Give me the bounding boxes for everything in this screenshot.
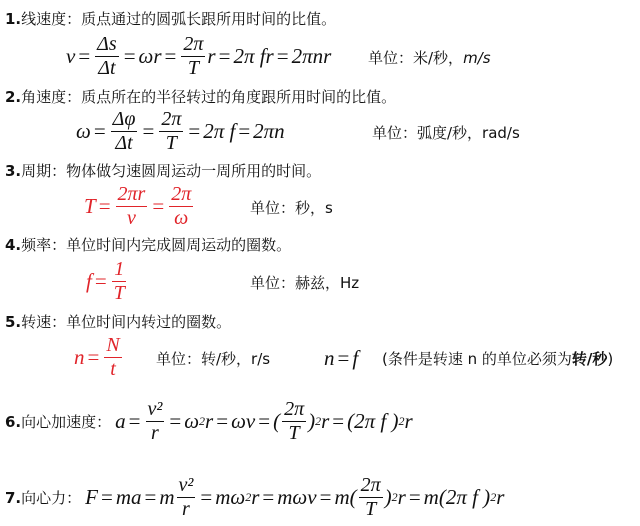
- unit-1: [368, 47, 491, 68]
- denominator: r: [151, 422, 159, 444]
- numerator: 1: [114, 258, 125, 280]
- heading-text: 频率：单位时间内完成圆周运动的圈数。: [21, 236, 292, 254]
- exponent: 2: [315, 414, 322, 428]
- operator: =: [258, 409, 271, 433]
- term: m: [159, 485, 175, 509]
- term: ωv: [231, 409, 256, 433]
- denominator: ω: [174, 207, 189, 229]
- heading-4: [5, 234, 291, 255]
- numerator: v²: [178, 474, 194, 496]
- formula-2: [76, 109, 285, 154]
- formula-1: [66, 34, 331, 79]
- operator: =: [100, 485, 113, 509]
- operator: =: [188, 119, 201, 143]
- fraction: [169, 184, 193, 229]
- fraction: [159, 109, 183, 154]
- exponent: 2: [199, 414, 206, 428]
- operator: =: [238, 119, 251, 143]
- formula-expression: [86, 259, 129, 304]
- item-number: 5.: [5, 312, 22, 331]
- formula-5-relation: [324, 346, 358, 371]
- numerator: 2πr: [117, 183, 146, 205]
- line-7: [5, 475, 504, 520]
- term: 2π f: [203, 119, 236, 143]
- denominator: T: [187, 57, 199, 79]
- formula-expression: [66, 34, 331, 79]
- formula-4: [86, 259, 129, 304]
- unit-2: 单位：弧度/秒，rad/s: [372, 124, 520, 142]
- term: f: [352, 346, 359, 370]
- item-number: 7.: [5, 488, 22, 507]
- fraction: [146, 399, 165, 444]
- item-number: 4.: [5, 235, 22, 254]
- operator: =: [98, 194, 111, 218]
- formula-expression: [115, 399, 413, 444]
- operator: =: [218, 44, 231, 68]
- exponent: 2: [398, 414, 405, 428]
- term: n: [324, 346, 335, 370]
- denominator: Δt: [98, 57, 116, 79]
- line-6: [5, 399, 413, 444]
- operator: =: [123, 44, 136, 68]
- term: r: [404, 409, 413, 433]
- operator: =: [93, 119, 106, 143]
- heading-text: 角速度：质点所在的半径转过的角度跟所用时间的比值。: [21, 88, 397, 106]
- numerator: N: [106, 334, 120, 356]
- formula-expression: [84, 184, 195, 229]
- item-number: 1.: [5, 9, 22, 28]
- operator: =: [319, 485, 332, 509]
- heading-text: 线速度：质点通过的圆弧长跟所用时间的比值。: [21, 10, 337, 28]
- denominator: t: [110, 358, 116, 380]
- fraction: [111, 109, 138, 154]
- operator: =: [128, 409, 141, 433]
- operator: =: [152, 194, 165, 218]
- numerator: 2π: [161, 108, 182, 130]
- unit-text: 单位：米/秒，: [368, 49, 464, 67]
- condition-text: (条件是转速 n 的单位必须为: [382, 350, 572, 368]
- term: f: [86, 269, 92, 293]
- operator: =: [78, 44, 91, 68]
- operator: =: [276, 44, 289, 68]
- term: r: [496, 485, 505, 509]
- operator: =: [332, 409, 345, 433]
- fraction: [104, 335, 121, 380]
- exponent: 2: [490, 490, 497, 504]
- term: ): [308, 409, 316, 433]
- fraction: [282, 399, 306, 444]
- unit-symbol: m/s: [463, 49, 491, 67]
- item-number: 6.: [5, 412, 22, 431]
- term: F: [85, 485, 98, 509]
- term: m(2π f ): [423, 485, 491, 509]
- operator: =: [262, 485, 275, 509]
- formula-5: [74, 335, 124, 380]
- heading-5: [5, 311, 231, 332]
- denominator: Δt: [115, 132, 133, 154]
- item-number: 2.: [5, 87, 22, 106]
- heading-text: 向心力：: [21, 489, 82, 507]
- operator: =: [144, 485, 157, 509]
- numerator: v²: [147, 398, 163, 420]
- formula-3: [84, 184, 195, 229]
- numerator: 2π: [360, 474, 381, 496]
- term: r: [205, 409, 214, 433]
- exponent: 2: [245, 490, 252, 504]
- unit-3: 单位：秒，s: [250, 199, 333, 217]
- denominator: T: [165, 132, 177, 154]
- heading-text: 周期：物体做匀速圆周运动一周所用的时间。: [21, 162, 322, 180]
- operator: =: [337, 346, 350, 370]
- numerator: Δs: [97, 33, 117, 55]
- operator: =: [87, 345, 100, 369]
- heading-text: 转速：单位时间内转过的圈数。: [21, 313, 232, 331]
- operator: =: [408, 485, 421, 509]
- formula-expression: [85, 475, 504, 520]
- term: ma: [115, 485, 142, 509]
- term: 2π fr: [233, 44, 274, 68]
- term: ωr: [138, 44, 162, 68]
- unit-5: 单位：转/秒，r/s: [156, 350, 271, 368]
- unit-4: 单位：赫兹，Hz: [250, 274, 360, 292]
- numerator: 2π: [183, 33, 204, 55]
- term: (2π f ): [347, 409, 399, 433]
- fraction: [359, 475, 383, 520]
- term: m(: [334, 485, 357, 509]
- denominator: v: [126, 207, 136, 229]
- condition-bold: 转/秒: [571, 350, 608, 368]
- heading-text: 向心加速度：: [21, 413, 112, 431]
- formula-expression: [76, 109, 285, 154]
- heading-3: [5, 160, 321, 181]
- formula-expression: [324, 346, 358, 371]
- heading-2: [5, 86, 396, 107]
- term: 2πn: [253, 119, 285, 143]
- fraction: [95, 34, 119, 79]
- term: v: [66, 44, 76, 68]
- heading-1: [5, 8, 336, 29]
- operator: =: [200, 485, 213, 509]
- term: a: [115, 409, 126, 433]
- term: ω: [184, 409, 200, 433]
- fraction: [177, 475, 196, 520]
- term: (: [273, 409, 281, 433]
- term: 2πnr: [291, 44, 332, 68]
- term: T: [84, 194, 96, 218]
- term: r: [207, 44, 216, 68]
- item-number: 3.: [5, 161, 22, 180]
- numerator: 2π: [171, 183, 192, 205]
- term: mω: [215, 485, 246, 509]
- condition-close: ): [607, 350, 614, 368]
- denominator: T: [113, 282, 125, 304]
- numerator: Δφ: [112, 108, 136, 130]
- operator: =: [164, 44, 177, 68]
- operator: =: [169, 409, 182, 433]
- denominator: T: [288, 422, 300, 444]
- denominator: T: [365, 498, 377, 520]
- term: r: [251, 485, 260, 509]
- term: r: [321, 409, 330, 433]
- formula-expression: [74, 335, 124, 380]
- operator: =: [94, 269, 107, 293]
- condition-note: [382, 348, 613, 369]
- term: ω: [76, 119, 91, 143]
- denominator: r: [182, 498, 190, 520]
- term: ): [384, 485, 392, 509]
- numerator: 2π: [284, 398, 305, 420]
- term: n: [74, 345, 85, 369]
- fraction: [181, 34, 205, 79]
- operator: =: [216, 409, 229, 433]
- exponent: 2: [391, 490, 398, 504]
- operator: =: [142, 119, 155, 143]
- fraction: [116, 184, 148, 229]
- fraction: [112, 259, 127, 304]
- term: r: [397, 485, 406, 509]
- term: mωv: [277, 485, 317, 509]
